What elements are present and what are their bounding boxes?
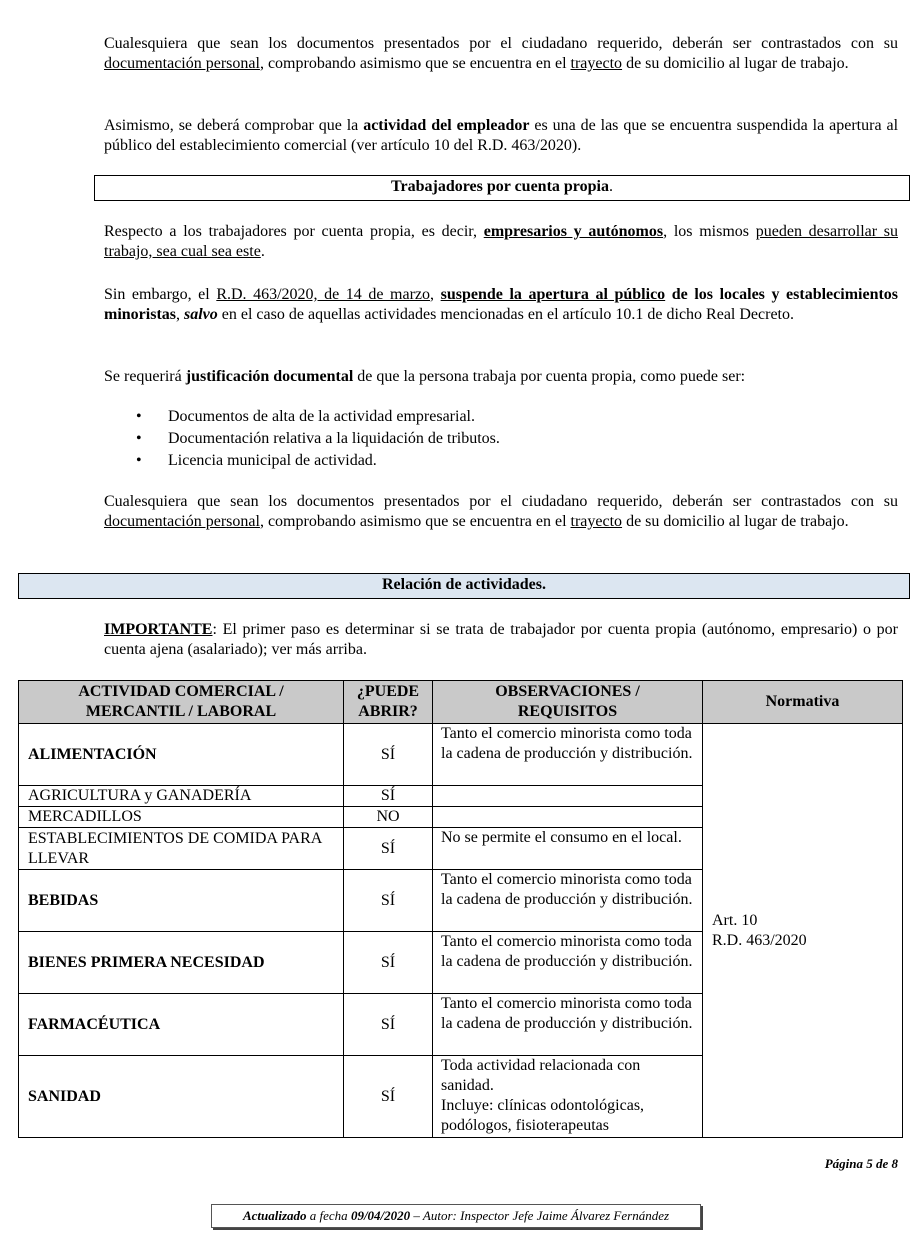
paragraph-self-employed: Respecto a los trabajadores por cuenta propia, es decir, empresarios y autónomos, los mismos pueden desarrollar su trabajo, sea cual sea este.: [104, 223, 899, 260]
section-header-self-employed: Trabajadores por cuenta propia.: [94, 175, 910, 201]
activity-cell: ESTABLECIMIENTOS DE COMIDA PARA LLEVAR: [19, 828, 344, 870]
table-row: [19, 724, 903, 786]
can-open-cell: SÍ: [344, 994, 433, 1056]
section-header-activities: Relación de actividades.: [18, 573, 910, 599]
paragraph-documents-check-2: Cualesquiera que sean los documentos presentados por el ciudadano requerido, deberán ser contrastados con su documentación personal, comprobando asimismo que se encuentra en el trayecto de su domicilio al lugar de trabajo.: [104, 493, 898, 530]
bullet-icon: •: [136, 408, 142, 425]
header-can-open: ¿PUEDE ABRIR?: [344, 681, 433, 724]
paragraph-justification: Se requerirá justificación documental de que la persona trabaja por cuenta propia, como puede ser:: [104, 368, 746, 385]
paragraph-employer-activity: Asimismo, se deberá comprobar que la actividad del empleador es una de las que se encuentra suspendida la apertura al público del establecimiento comercial (ver artículo 10 del R.D. 463/2020).: [104, 117, 899, 154]
can-open-cell: SÍ: [344, 932, 433, 994]
activity-cell: FARMACÉUTICA: [19, 994, 344, 1056]
can-open-cell: SÍ: [344, 1056, 433, 1138]
table-header-row: [19, 681, 903, 724]
observations-cell: Tanto el comercio minorista como toda la cadena de producción y distribución.: [433, 932, 703, 994]
paragraph-documents-check: Cualesquiera que sean los documentos presentados por el ciudadano requerido, deberán ser contrastados con su documentación personal, comprobando asimismo que se encuentra en el trayecto de su domicilio al lugar de trabajo.: [104, 35, 898, 72]
underlined-term: documentación personal: [104, 513, 260, 530]
list-item: • Documentación relativa a la liquidación de tributos.: [136, 430, 500, 447]
underlined-term: trayecto: [570, 55, 623, 72]
header-observations: OBSERVACIONES / REQUISITOS: [433, 681, 703, 724]
bullet-icon: •: [136, 452, 142, 469]
document-bullet-list: [136, 407, 836, 473]
observations-cell: [433, 807, 703, 828]
observations-cell: Toda actividad relacionada con sanidad. Incluye: clínicas odontológicas, podólogos, fisioterapeutas: [433, 1056, 703, 1138]
activity-cell: BEBIDAS: [19, 870, 344, 932]
activity-cell: MERCADILLOS: [19, 807, 344, 828]
activity-cell: ALIMENTACIÓN: [19, 724, 344, 786]
can-open-cell: SÍ: [344, 870, 433, 932]
header-activity: ACTIVIDAD COMERCIAL / MERCANTIL / LABORAL: [19, 681, 344, 724]
activity-cell: BIENES PRIMERA NECESIDAD: [19, 932, 344, 994]
page-number: Página 5 de 8: [824, 1156, 898, 1171]
observations-cell: [433, 786, 703, 807]
activity-cell: SANIDAD: [19, 1056, 344, 1138]
observations-cell: Tanto el comercio minorista como toda la cadena de producción y distribución.: [433, 724, 703, 786]
observations-cell: Tanto el comercio minorista como toda la cadena de producción y distribución.: [433, 870, 703, 932]
can-open-cell: NO: [344, 807, 433, 828]
observations-cell: No se permite el consumo en el local.: [433, 828, 703, 870]
footer-author-box: Actualizado a fecha 09/04/2020 – Autor: Inspector Jefe Jaime Álvarez Fernández: [211, 1204, 701, 1228]
can-open-cell: SÍ: [344, 786, 433, 807]
paragraph-important: IMPORTANTE: El primer paso es determinar si se trata de trabajador por cuenta propia (autónomo, empresario) o por cuenta ajena (asalariado); ver más arriba.: [104, 621, 898, 658]
list-item: • Licencia municipal de actividad.: [136, 452, 377, 469]
bullet-icon: •: [136, 430, 142, 447]
observations-cell: Tanto el comercio minorista como toda la cadena de producción y distribución.: [433, 994, 703, 1056]
underlined-term: documentación personal: [104, 55, 260, 72]
can-open-cell: SÍ: [344, 724, 433, 786]
header-normativa: Normativa: [703, 681, 903, 724]
list-item: • Documentos de alta de la actividad empresarial.: [136, 408, 475, 425]
normativa-cell: Art. 10 R.D. 463/2020: [703, 724, 903, 1138]
activity-cell: AGRICULTURA y GANADERÍA: [19, 786, 344, 807]
can-open-cell: SÍ: [344, 828, 433, 870]
underlined-term: trayecto: [570, 513, 623, 530]
paragraph-rd-suspension: Sin embargo, el R.D. 463/2020, de 14 de marzo, suspende la apertura al público de los locales y establecimientos minoristas, salvo en el caso de aquellas actividades mencionadas en el artículo 10.1 de dicho Real Decreto.: [104, 286, 899, 323]
activities-table: [18, 680, 903, 1138]
